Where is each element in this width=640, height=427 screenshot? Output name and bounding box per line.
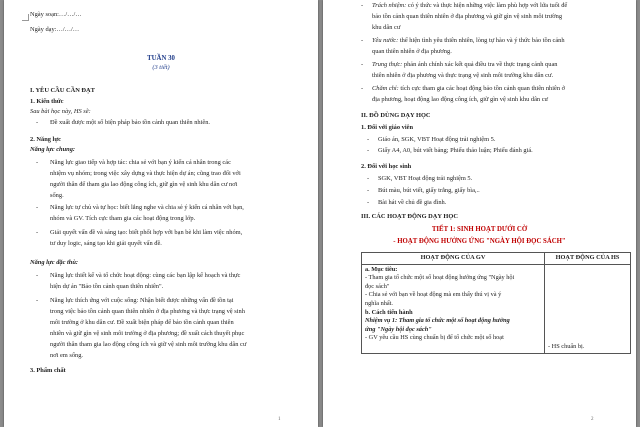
subsection-heading: 3. Phẩm chất — [30, 367, 66, 374]
section-heading: III. CÁC HOẠT ĐỘNG DẠY HỌC — [361, 213, 458, 220]
bullet-dash: - — [367, 187, 370, 194]
bullet-dash: - — [36, 119, 39, 126]
paragraph: Năng lực thiết kế và tổ chức hoạt động: cùng các bạn lập kế hoạch và thực — [50, 272, 241, 279]
paragraph: SGK, VBT Hoạt động trải nghiệm 5. — [378, 175, 473, 182]
lesson-title: TIẾT 1: SINH HOẠT DƯỚI CỜ — [431, 226, 528, 233]
cell-line: đọc sách" — [365, 282, 390, 290]
activity-table — [361, 252, 631, 354]
paragraph: Năng lực giao tiếp và hợp tác: chia sẻ với bạn ý kiến cá nhân trong các — [50, 159, 231, 166]
paragraph: tư duy logic, sáng tạo khi giải quyết vấn đề. — [50, 240, 162, 247]
bullet-dash: - — [36, 272, 39, 279]
bullet-dash: - — [36, 229, 39, 236]
paragraph: Sau bài học này, HS sẽ: — [30, 108, 91, 115]
bullet-dash: - — [361, 85, 364, 92]
paragraph — [372, 37, 565, 45]
lesson-count: (3 tiết) — [152, 64, 170, 71]
column-header: HOẠT ĐỘNG CỦA HS — [545, 253, 631, 265]
cell-line: ứng "Ngày hội đọc sách" — [365, 325, 432, 333]
paragraph: người thân tham gia lao động công ích và giữ vệ sinh môi trường khu dân cư — [50, 341, 247, 348]
paragraph — [372, 2, 567, 10]
page-number: 2 — [591, 417, 594, 422]
subsection-heading: 1. Kiến thức — [30, 98, 64, 105]
cell-line: - Chia sẻ với bạn về hoạt động mà em thấy thú vị và ý — [365, 291, 502, 299]
paragraph: quan thiên nhiên ở địa phương. — [372, 48, 452, 55]
paragraph — [372, 61, 557, 69]
section-heading: I. YÊU CẦU CẦN ĐẠT — [30, 87, 95, 94]
bullet-dash: - — [367, 136, 370, 143]
paragraph: nơi em sống. — [50, 352, 84, 359]
page-number: 1 — [278, 417, 281, 422]
cell-line: Nhiệm vụ 1: Tham gia tổ chức một số hoạt động hưởng — [365, 317, 510, 325]
trait-name: Trung thực: — [372, 61, 403, 68]
paragraph: Bài hát về chủ đề gia đình. — [378, 199, 447, 206]
paragraph: Giáo án, SGK, VBT Hoạt động trải nghiệm 5. — [378, 136, 496, 143]
bullet-dash: - — [361, 61, 364, 68]
bullet-dash: - — [36, 204, 39, 211]
trait-text: có ý thức và thực hiện những việc làm phù hợp với lứa tuổi để — [406, 2, 568, 9]
paragraph: nhiên và giữ gìn vệ sinh môi trường ở địa phương; đề xuất cách thuyết phục — [50, 330, 245, 337]
cell-line: - HS chuẩn bị. — [548, 342, 585, 350]
bullet-dash: - — [367, 175, 370, 182]
table-row — [362, 264, 631, 353]
bullet-dash: - — [36, 297, 39, 304]
trait-name: Yêu nước: — [372, 37, 399, 44]
date-taught: Ngày dạy:…/…/… — [30, 26, 80, 33]
paragraph: Bút màu, bút viết, giấy trắng, giấy bìa,.. — [378, 187, 480, 194]
paragraph: người thân để tham gia lao động công ích, giữ gìn vệ sinh khu dân cư nơi — [50, 181, 238, 188]
bullet-dash: - — [36, 159, 39, 166]
trait-text: phản ánh chính xác kết quả điều tra về thực trạng cảnh quan — [402, 61, 558, 68]
subheading: Năng lực chung: — [30, 146, 76, 153]
lesson-subtitle: - HOẠT ĐỘNG HƯỞNG ỨNG "NGÀY HỘI ĐỌC SÁCH" — [393, 238, 566, 245]
table-cell — [362, 264, 545, 353]
paragraph: trong việc bảo tồn cảnh quan thiên nhiên ở địa phương và thực trạng vệ sinh — [50, 308, 245, 315]
document-page-1 — [4, 0, 318, 427]
cell-heading: a. Mục tiêu: — [365, 265, 398, 273]
bullet-dash: - — [367, 147, 370, 154]
document-page-2 — [323, 0, 636, 427]
paragraph: khu dân cư — [372, 24, 401, 31]
subheading: Năng lực đặc thù: — [30, 259, 79, 266]
subsection-heading: 2. Đối với học sinh — [361, 163, 412, 170]
cell-line: - Tham gia tổ chức một số hoạt động hưởng ứng "Ngày hội — [365, 274, 515, 282]
subsection-heading: 1. Đối với giáo viên — [361, 124, 414, 131]
cell-heading: b. Cách tiến hành — [365, 308, 413, 316]
bullet-dash: - — [367, 199, 370, 206]
paragraph: nhóm và GV. Tích cực tham gia các hoạt động trong lớp. — [50, 215, 196, 222]
table-header-row — [362, 253, 631, 265]
bullet-dash: - — [361, 37, 364, 44]
paragraph: sống. — [50, 192, 64, 199]
paragraph: địa phương, hoạt động lao động công ích, giữ gìn vệ sinh khu dân cư — [372, 96, 548, 103]
cell-line: - GV yêu cầu HS cùng chuẩn bị để tổ chức một số hoạt — [365, 334, 504, 342]
section-heading: II. ĐỒ DÙNG DẠY HỌC — [361, 112, 431, 119]
subsection-heading: 2. Năng lực — [30, 136, 61, 143]
paragraph: Năng lực thích ứng với cuộc sống: Nhận biết được những vấn đề tồn tại — [50, 297, 234, 304]
trait-text: thể hiện tình yêu thiên nhiên, lòng tự hào và ý thức bảo tồn cảnh — [398, 37, 565, 44]
paragraph: Giải quyết vấn đề và sáng tạo: biết phối hợp với bạn bè khi làm việc nhóm, — [50, 229, 243, 236]
paragraph: môi trường ở khu dân cư. Đề xuất biện pháp để bảo tồn cảnh quan thiên — [50, 319, 234, 326]
paragraph: bảo tồn cảnh quan thiên nhiên ở địa phương và giữ gìn vệ sinh môi trường — [372, 13, 563, 20]
bullet-dash: - — [361, 2, 364, 9]
paragraph: nhiệm vụ nhóm; trong việc xây dựng và thực hiện dự án; cũng trao đổi với — [50, 170, 241, 177]
paragraph: hiện dự án "Bảo tồn cảnh quan thiên nhiên". — [50, 283, 164, 290]
paragraph: Đề xuất được một số biện pháp bảo tồn cảnh quan thiên nhiên. — [50, 119, 211, 126]
paragraph: Năng lực tự chủ và tự học: biết lắng nghe và chia sẻ ý kiến cá nhân với bạn, — [50, 204, 244, 211]
date-prepared: Ngày soạn:…/…/… — [30, 11, 82, 18]
page-corner-mark — [22, 14, 29, 21]
paragraph: Giấy A4, A0, bút viết bảng; Phiếu thảo luận; Phiếu đánh giá. — [378, 147, 533, 154]
week-title: TUẦN 30 — [147, 55, 175, 62]
paragraph: thiên nhiên ở địa phương và thực trạng vệ sinh môi trường khu dân cư. — [372, 72, 554, 79]
paragraph — [372, 85, 565, 93]
cell-line: nghĩa nhất. — [365, 299, 393, 307]
column-header: HOẠT ĐỘNG CỦA GV — [362, 253, 545, 265]
table-cell — [545, 264, 631, 353]
trait-name: Trách nhiệm: — [372, 2, 407, 9]
trait-text: tích cực tham gia các hoạt động bảo tồn cảnh quan thiên nhiên ở — [398, 85, 566, 92]
trait-name: Chăm chỉ: — [372, 85, 399, 92]
